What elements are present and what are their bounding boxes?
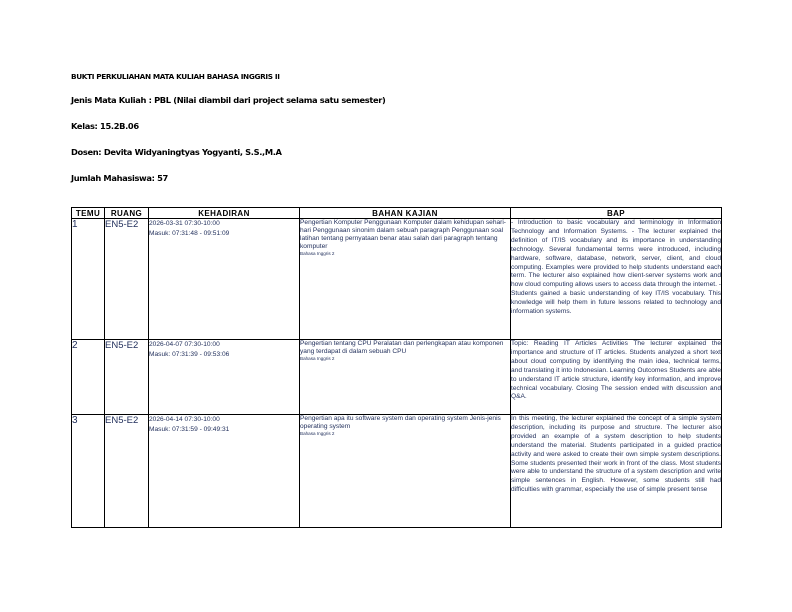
masuk-text: Masuk: 07:31:39 - 09:53:06 xyxy=(149,351,230,358)
bahan-kajian-cell xyxy=(300,340,511,415)
header-temu: TEMU xyxy=(72,208,105,219)
mata-kuliah-label: Bahasa Inggris 2 xyxy=(300,251,335,256)
temu-cell: 3 xyxy=(72,415,105,528)
kehadiran-cell xyxy=(149,219,300,340)
table-header-row xyxy=(72,208,722,219)
bap-cell: Topic: Reading IT Articles Activities The lecturer explained the importance and structure of IT articles. Students analyzed a short text about cloud computing by identifying the main idea, technical terms, and translating it into Indonesian. Learning Outcomes Students are able to understand IT article structure, identify key information, and improve technical vocabulary. Closing The session ended with discussion and Q&A. xyxy=(511,340,722,415)
ruang-cell: EN5-E2 xyxy=(105,340,149,415)
document-title: BUKTI PERKULIAHAN MATA KULIAH BAHASA INGGRIS II xyxy=(71,72,280,81)
table-row xyxy=(72,415,722,528)
mata-kuliah-label: Bahasa Inggris 2 xyxy=(300,431,335,436)
table-row xyxy=(72,340,722,415)
header-bahan-kajian: BAHAN KAJIAN xyxy=(300,208,511,219)
bahan-text: Pengertian apa itu software system dan operating system Jenis-jenis operating system xyxy=(300,415,501,430)
kehadiran-cell xyxy=(149,340,300,415)
bahan-text: Pengertian Komputer Penggunaan Komputer dalam kehidupan sehari-hari Penggunaan sinonim dalam sebuah paragraph Penggunaan soal latihan tentang pernyataan benar atau salah dari paragraph tentang komputer xyxy=(300,219,507,250)
jadwal-text: 2026-04-14 07:30-10:00 xyxy=(149,416,220,423)
masuk-text: Masuk: 07:31:48 - 09:51:09 xyxy=(149,230,230,237)
header-kehadiran: KEHADIRAN xyxy=(149,208,300,219)
temu-cell: 1 xyxy=(72,219,105,340)
kehadiran-cell xyxy=(149,415,300,528)
table-row xyxy=(72,219,722,340)
ruang-cell: EN5-E2 xyxy=(105,415,149,528)
meta-kelas: Kelas: 15.2B.06 xyxy=(71,121,139,131)
meta-jumlah-mahasiswa: Jumlah Mahasiswa: 57 xyxy=(71,173,168,183)
attendance-table xyxy=(71,207,722,528)
bahan-kajian-cell xyxy=(300,415,511,528)
header-ruang: RUANG xyxy=(105,208,149,219)
jadwal-text: 2026-04-07 07:30-10:00 xyxy=(149,341,220,348)
bahan-kajian-cell xyxy=(300,219,511,340)
masuk-text: Masuk: 07:31:59 - 09:49:31 xyxy=(149,426,230,433)
mata-kuliah-label: Bahasa Inggris 2 xyxy=(300,356,335,361)
jadwal-text: 2026-03-31 07:30-10:00 xyxy=(149,220,220,227)
ruang-cell: EN5-E2 xyxy=(105,219,149,340)
temu-cell: 2 xyxy=(72,340,105,415)
document-header xyxy=(71,72,731,199)
meta-jenis-mata-kuliah: Jenis Mata Kuliah : PBL (Nilai diambil dari project selama satu semester) xyxy=(71,95,386,105)
bap-cell: In this meeting, the lecturer explained the concept of a simple system description, including its purpose and structure. The lecturer also provided an example of a system description to help students understand the material. Students participated in a guided practice activity and were asked to create their own simple system descriptions. Some students presented their work in front of the class. Most students were able to understand the structure of a system description and write simple sentences in English. However, some students still had difficulties with grammar, especially the use of simple present tense xyxy=(511,415,722,528)
bahan-text: Pengertian tentang CPU Peralatan dan perlengkapan atau komponen yang terdapat di dalam sebuah CPU xyxy=(300,340,504,355)
bap-cell: - Introduction to basic vocabulary and terminology in Information Technology and Information Systems. - The lecturer explained the definition of IT/IS vocabulary and its importance in understanding technology. Several fundamental terms were introduced, including hardware, software, database, network, server, client, and cloud computing. Examples were provided to help students understand each term. The lecturer also explained how client-server systems work and how cloud computing allows users to access data through the internet. - Students gained a basic understanding of key IT/IS vocabulary. This knowledge will help them in future lessons related to technology and information systems. xyxy=(511,219,722,340)
header-bap: BAP xyxy=(511,208,722,219)
meta-dosen: Dosen: Devita Widyaningtyas Yogyanti, S.S.,M.A xyxy=(71,147,282,157)
